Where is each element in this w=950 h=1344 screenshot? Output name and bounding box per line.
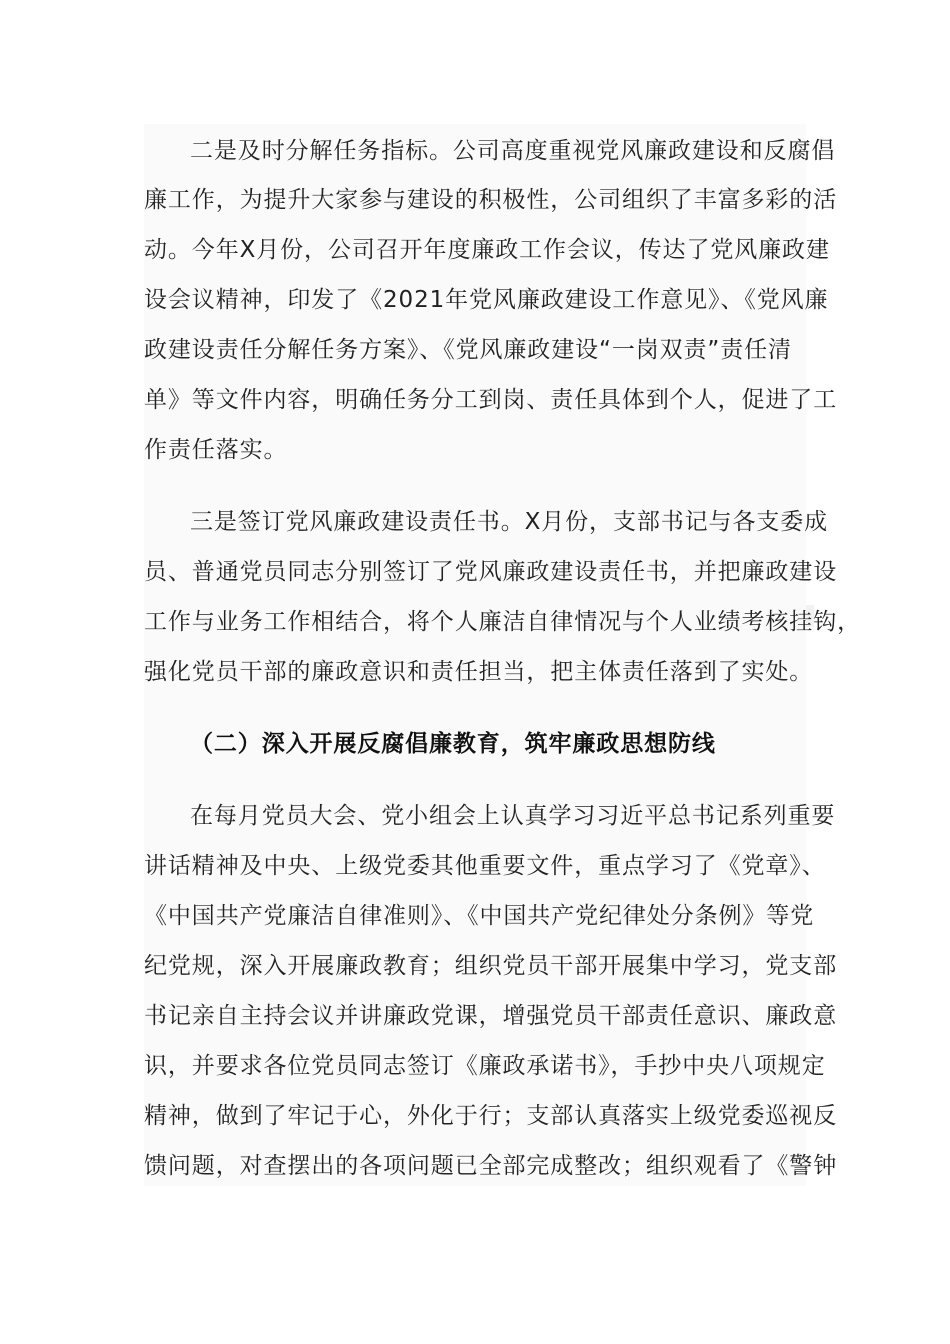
paragraph-line: 员、普通党员同志分别签订了党风廉政建设责任书，并把廉政建设 [144,559,838,585]
paragraph-line: 精神，做到了牢记于心，外化于行；支部认真落实上级党委巡视反 [144,1103,838,1129]
paragraph-line: 作责任落实。 [144,437,288,463]
paragraph-line: 工作与业务工作相结合，将个人廉洁自律情况与个人业绩考核挂钩， [144,609,861,635]
paragraph-line: 《中国共产党廉洁自律准则》、《中国共产党纪律处分条例》等党 [144,903,815,929]
paragraph-line: 纪党规，深入开展廉政教育；组织党员干部开展集中学习，党支部 [144,953,838,979]
paragraph-line: 设会议精神，印发了《2021年党风廉政建设工作意见》、《党风廉 [144,287,829,313]
paragraph-line: 馈问题，对查摆出的各项问题已全部完成整改；组织观看了《警钟 [144,1153,838,1179]
paragraph-line: 三是签订党风廉政建设责任书。X月份，支部书记与各支委成 [190,509,829,535]
paragraph-line: 强化党员干部的廉政意识和责任担当，把主体责任落到了实处。 [144,659,814,685]
paragraph-line: 动。今年X月份，公司召开年度廉政工作会议，传达了党风廉政建 [144,237,830,263]
paragraph-line: 廉工作，为提升大家参与建设的积极性，公司组织了丰富多彩的活 [144,187,838,213]
paragraph-line: 政建设责任分解任务方案》、《党风廉政建设“一岗双责”责任清 [144,337,792,363]
paragraph-line: 二是及时分解任务指标。公司高度重视党风廉政建设和反腐倡 [190,138,836,164]
paragraph-line: 单》等文件内容，明确任务分工到岗、责任具体到个人，促进了工 [144,387,838,413]
paragraph-line: 书记亲自主持会议并讲廉政党课，增强党员干部责任意识、廉政意 [144,1003,838,1029]
paragraph-line: 识，并要求各位党员同志签订《廉政承诺书》，手抄中央八项规定 [144,1053,826,1079]
paragraph-line: 讲话精神及中央、上级党委其他重要文件，重点学习了《党章》、 [144,853,826,879]
section-heading: （二）深入开展反腐倡廉教育，筑牢廉政思想防线 [190,731,716,757]
paragraph-line: 在每月党员大会、党小组会上认真学习习近平总书记系列重要 [190,803,836,829]
